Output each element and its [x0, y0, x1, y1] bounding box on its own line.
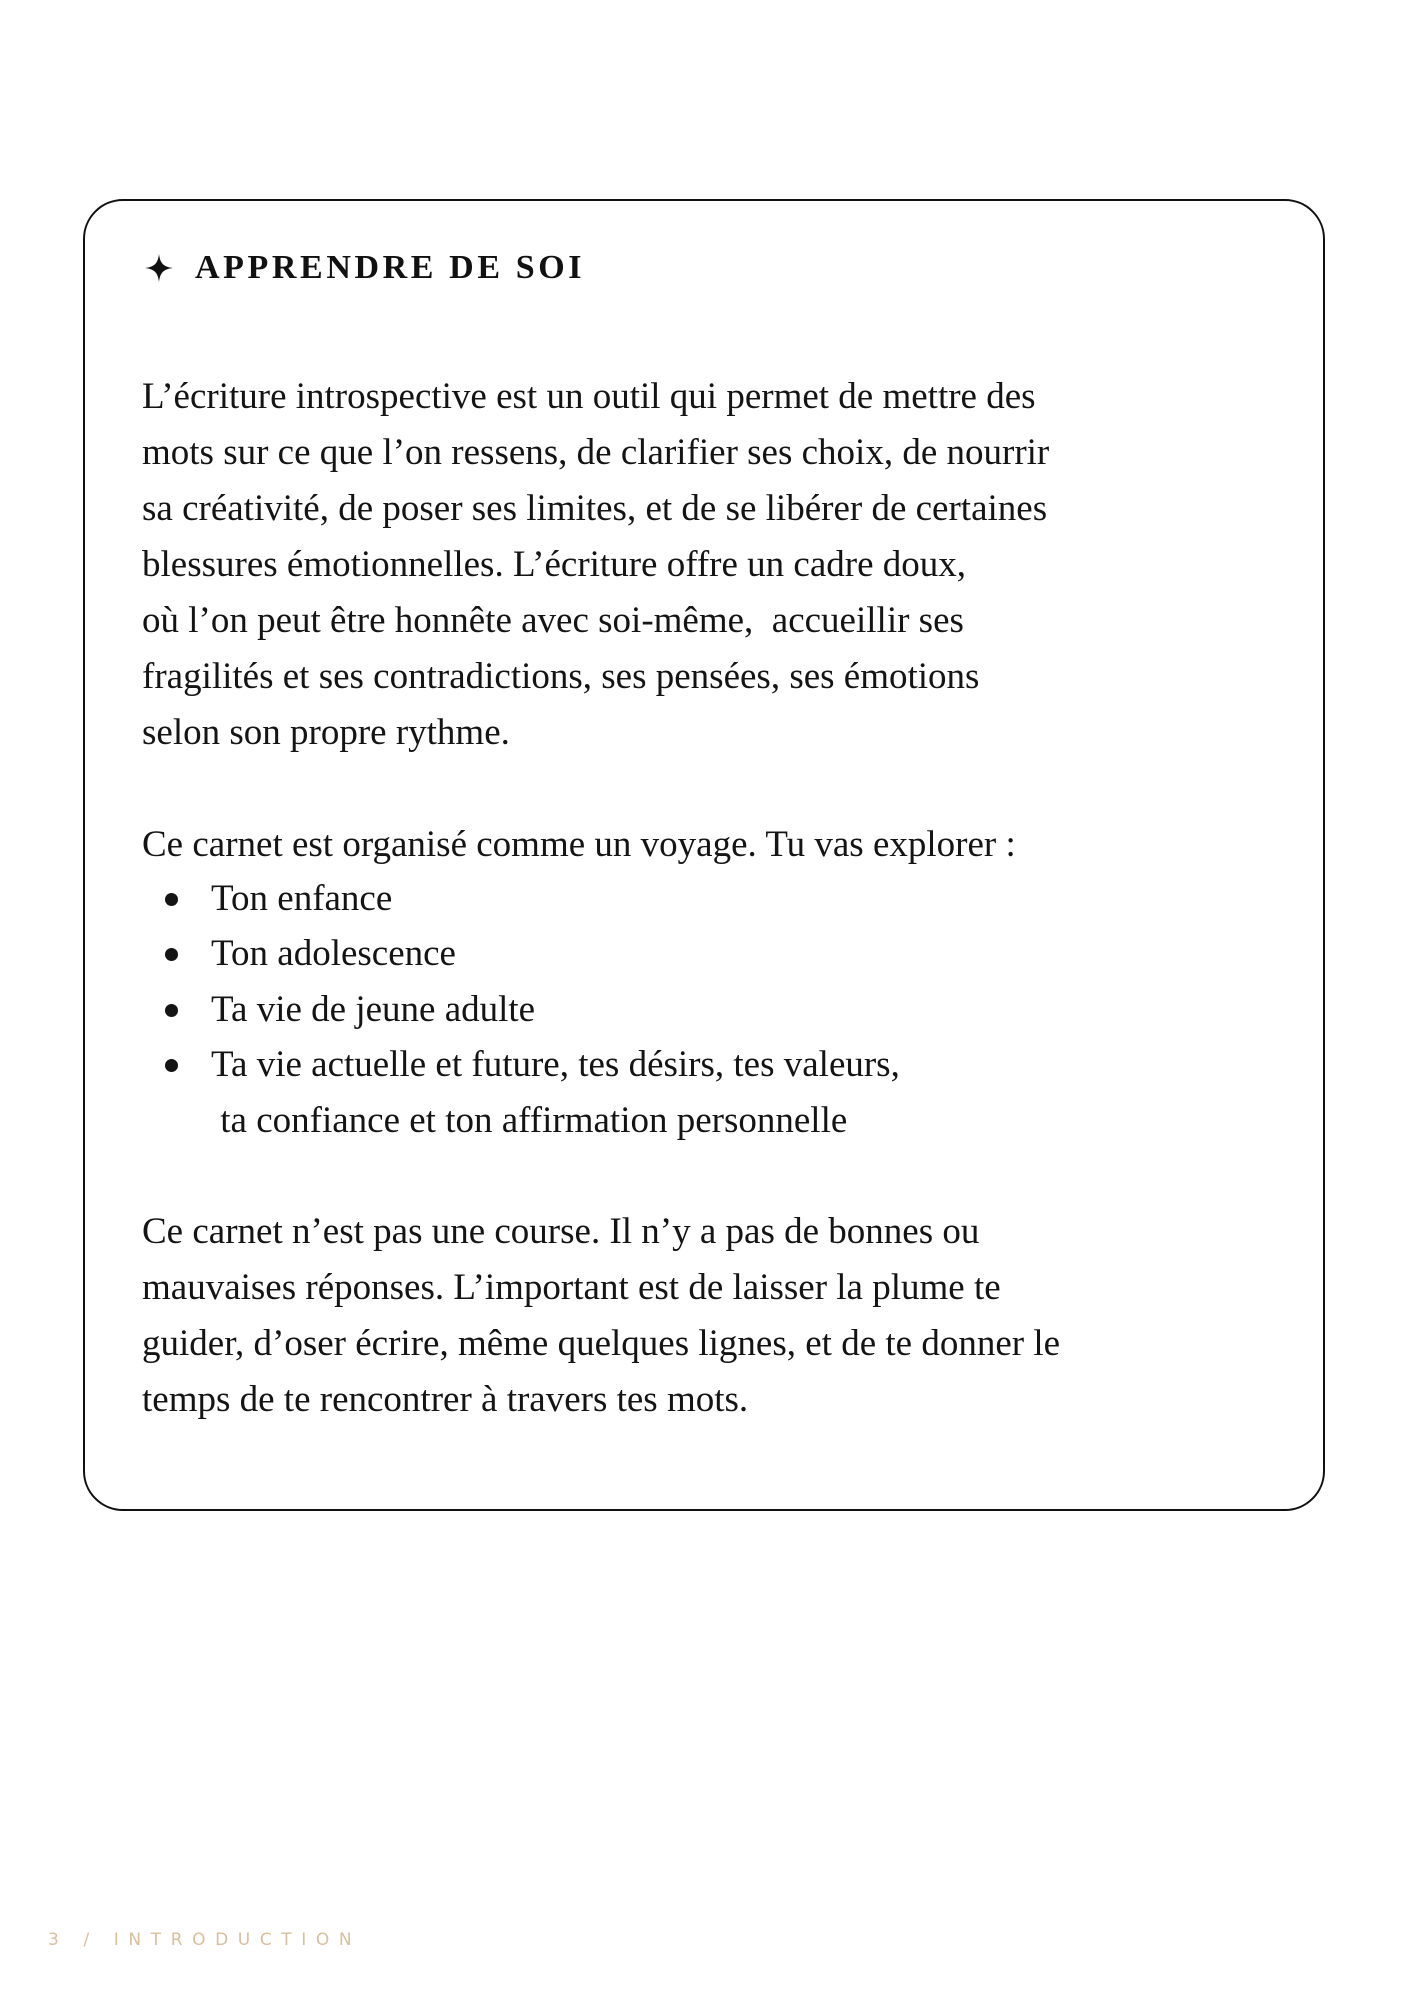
footer-separator: / [83, 1930, 99, 1950]
paragraph-1-line: où l’on peut être honnête avec soi-même, accueillir ses [142, 600, 964, 641]
section-heading [145, 246, 585, 290]
list-item-continuation: ta confiance et ton affirmation personnelle [211, 1100, 848, 1141]
bullet-icon [165, 1059, 178, 1072]
section-name: INTRODUCTION [113, 1930, 362, 1950]
paragraph-1-line: selon son propre rythme. [142, 712, 510, 753]
paragraph-3-line: mauvaises réponses. L’important est de laisser la plume te [142, 1267, 1001, 1308]
paragraph-3-line: guider, d’oser écrire, même quelques lignes, et de te donner le [142, 1323, 1061, 1364]
list-item: Ton adolescence [211, 933, 456, 974]
section-title: APPRENDRE DE SOI [195, 249, 586, 286]
paragraph-3-line: temps de te rencontrer à travers tes mots. [142, 1379, 749, 1420]
list-item: Ta vie de jeune adulte [211, 989, 536, 1030]
page-number: 3 [48, 1930, 69, 1950]
bullet-icon [165, 893, 178, 906]
bullet-icon [165, 948, 178, 961]
paragraph-1-line: blessures émotionnelles. L’écriture offre un cadre doux, [142, 544, 967, 585]
paragraph-1-line: mots sur ce que l’on ressens, de clarifier ses choix, de nourrir [142, 432, 1050, 473]
page-footer [48, 1930, 361, 1950]
list-item: Ton enfance [211, 878, 393, 919]
paragraph-1-line: sa créativité, de poser ses limites, et de se libérer de certaines [142, 488, 1048, 529]
bullet-icon [165, 1004, 178, 1017]
paragraph-3-line: Ce carnet n’est pas une course. Il n’y a pas de bonnes ou [142, 1211, 980, 1252]
list-item: Ta vie actuelle et future, tes désirs, tes valeurs, [211, 1044, 900, 1085]
four-point-star-icon [145, 254, 173, 282]
paragraph-1-line: L’écriture introspective est un outil qui permet de mettre des [142, 376, 1036, 417]
paragraph-2-intro: Ce carnet est organisé comme un voyage. Tu vas explorer : [142, 824, 1016, 865]
paragraph-1-line: fragilités et ses contradictions, ses pensées, ses émotions [142, 656, 980, 697]
